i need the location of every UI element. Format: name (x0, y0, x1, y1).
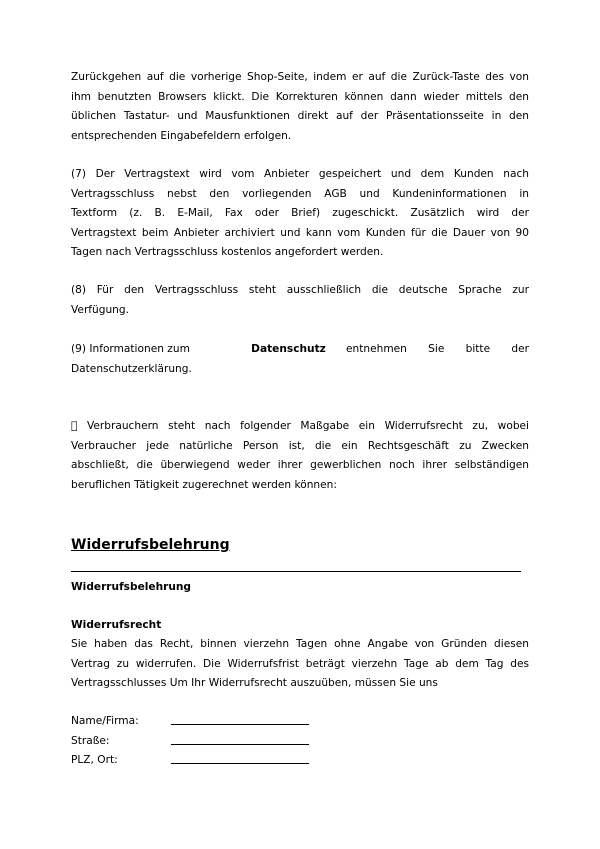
text-line: Tagen nach Vertragsschluss kostenlos angefordert werden. (71, 246, 384, 258)
city-fill-line[interactable] (171, 763, 309, 764)
subheading: Widerrufsbelehrung (71, 581, 192, 593)
text-segment: entnehmen Sie bitte der (345, 343, 529, 355)
text-line: Sie haben das Recht, binnen vierzehn Tagen ohne Angabe von Gründen diesen (71, 638, 529, 650)
text-line: Vertrag zu widerrufen. Die Widerrufsfrist beträgt vierzehn Tage ab dem Tag des (71, 657, 529, 670)
name-fill-line[interactable] (171, 724, 309, 725)
text-line: Vertragsschluss nebst den vorliegenden AGB und Kundeninformationen in (71, 187, 529, 200)
text-line: Vertragstext beim Anbieter archiviert und kann vom Kunden für die Dauer von 90 (71, 226, 529, 239)
text-line: Zurückgehen auf die vorherige Shop-Seite, indem er auf die Zurück-Taste des von (71, 71, 529, 83)
divider (71, 571, 521, 572)
city-label: PLZ, Ort: (71, 754, 118, 766)
text-line: (8) Für den Vertragsschluss steht ausschließlich die deutsche Sprache zur (71, 284, 529, 296)
paragraph-7 (71, 165, 529, 263)
paragraph-8 (71, 281, 529, 320)
text-line: (7) Der Vertragstext wird vom Anbieter gespeichert und dem Kunden nach (71, 168, 529, 180)
text-line: Textform (z. B. E-Mail, Fax oder Brief) zugeschickt. Zusätzlich wird der (71, 207, 529, 219)
form-row-street (71, 732, 171, 752)
consumer-paragraph (71, 417, 529, 495)
name-label: Name/Firma: (71, 715, 139, 727)
street-fill-line[interactable] (171, 744, 309, 745)
text-line: Datenschutzerklärung. (71, 362, 192, 375)
street-label: Straße: (71, 735, 110, 747)
text-line (71, 340, 529, 360)
text-line: beruflichen Tätigkeit zugerechnet werden können: (71, 478, 337, 491)
widerrufsrecht-paragraph (71, 635, 529, 694)
privacy-link[interactable]: Datenschutz (251, 343, 326, 355)
text-segment: (9) Informationen zum (71, 343, 190, 355)
section-heading: Widerrufsbelehrung (71, 537, 230, 553)
text-line: üblichen Tastatur- und Mausfunktionen direkt auf der Präsentationsseite in den (71, 110, 529, 122)
text-line: entsprechenden Eingabefeldern erfolgen. (71, 129, 292, 142)
intro-paragraph (71, 68, 529, 146)
text-line: Verbrauchern steht nach folgender Maßgabe ein Widerrufsrecht zu, wobei (71, 420, 529, 432)
text-line: Verfügung. (71, 303, 129, 316)
text-line: ihm benutzten Browsers klickt. Die Korrekturen können dann wieder mittels den (71, 90, 529, 103)
paragraph-9 (71, 340, 529, 379)
text-line: abschließt, die überwiegend weder ihrer gewerblichen noch ihrer selbständigen (71, 459, 529, 471)
form-row-city (71, 751, 171, 771)
text-line: Vertragsschlusses Um Ihr Widerrufsrecht auszuüben, müssen Sie uns (71, 677, 438, 689)
form-row-name (71, 712, 171, 732)
text-line: Verbraucher jede natürliche Person ist, die ein Rechtsgeschäft zu Zwecken (71, 439, 529, 452)
widerrufsrecht-title: Widerrufsrecht (71, 619, 162, 631)
